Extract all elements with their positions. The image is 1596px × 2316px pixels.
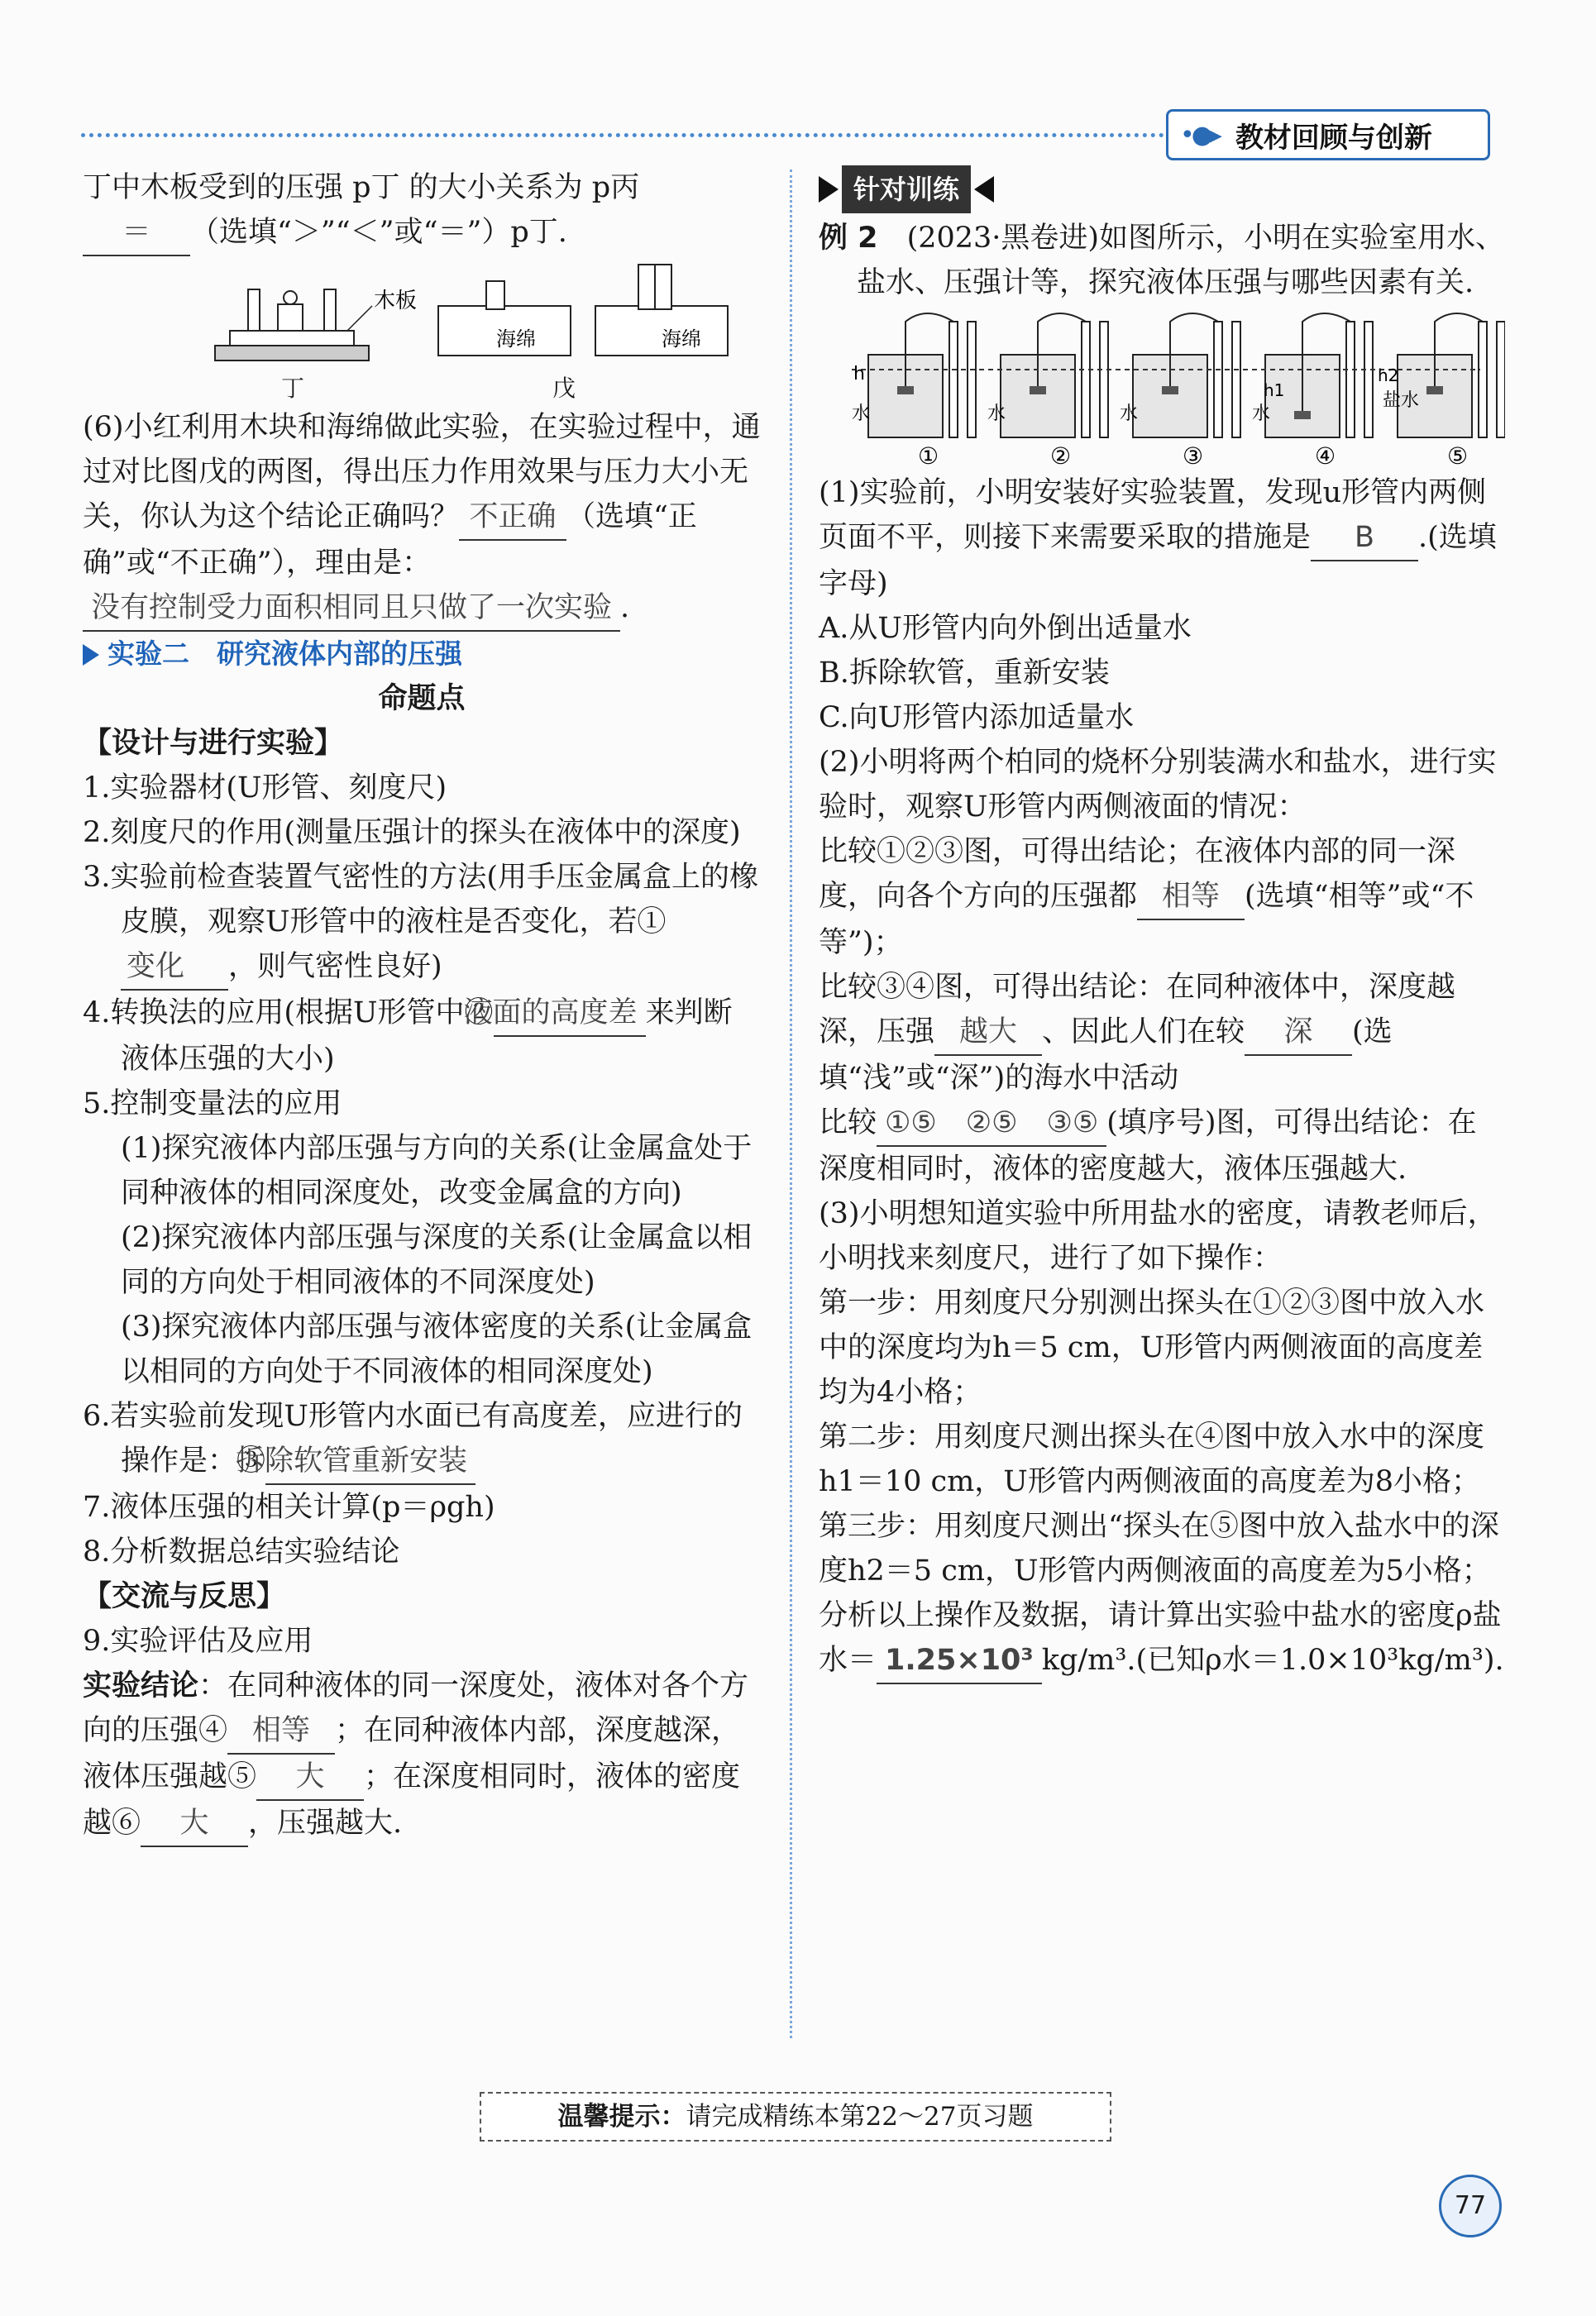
q6: (6)小红利用木块和海绵做此实验，在实验过程中，通过对比图戊的两图，得出压力作用效果与压力大小无关，你认为这个结论正确吗？ 不正确 （选填“正确”或“不正确”），理由是：没有控制受力面积相同且只做了一次实验 . bbox=[83, 405, 761, 632]
probe bbox=[1030, 386, 1046, 394]
answer-blank: 没有控制受力面积相同且只做了一次实验 bbox=[83, 585, 620, 632]
option-b: B.拆除软管，重新安装 bbox=[819, 657, 1110, 690]
tip-text: 请完成精练本第22～27页习题 bbox=[686, 2102, 1034, 2132]
q3: (3)小明想知道实验中所用盐水的密度，请教老师后，小明找来刻度尺，进行了如下操作： bbox=[819, 1197, 1497, 1275]
item-9: 9.实验评估及应用 bbox=[83, 1625, 313, 1658]
right-column bbox=[819, 165, 1505, 1684]
probe bbox=[1294, 411, 1311, 419]
item-5-3: (3)探究液体内部压强与液体密度的关系(让金属盒以相同的方向处于不同液体的相同深度处) bbox=[121, 1311, 753, 1388]
u-tube-right-arm bbox=[1100, 322, 1108, 437]
fig-h-label: h bbox=[853, 364, 865, 384]
header-dotted-line bbox=[81, 133, 1173, 137]
probe bbox=[1426, 386, 1443, 394]
header-dots-icon: •●▸ bbox=[1180, 120, 1219, 150]
item-4: 4.转换法的应用(根据U形管中②液面的高度差 来判断液体压强的大小) bbox=[83, 991, 761, 1082]
answer-blank: 变化 bbox=[121, 944, 228, 991]
probe bbox=[897, 386, 914, 394]
answer-blank: 深 bbox=[1245, 1010, 1352, 1056]
answer-blank: 大 bbox=[141, 1801, 248, 1847]
header-title: 教材回顾与创新 bbox=[1235, 121, 1432, 155]
probe bbox=[1162, 386, 1178, 394]
practice-tag: 针对训练 bbox=[819, 165, 994, 213]
pressure-figure-ding-wu bbox=[83, 256, 761, 372]
u-tube-left-arm bbox=[1479, 322, 1487, 437]
answer-blank: 相等 bbox=[227, 1708, 335, 1755]
arrow-left-icon bbox=[974, 176, 994, 203]
left-column bbox=[83, 165, 761, 1847]
option-c: C.向U形管内添加适量水 bbox=[819, 701, 1135, 734]
tip-box bbox=[480, 2092, 1111, 2142]
fig-h1-label: h1 bbox=[1264, 380, 1285, 400]
u-tube-left-arm bbox=[1214, 322, 1222, 437]
step-4: 分析以上操作及数据，请计算出实验中盐水的密度ρ盐水＝ 1.25×10³ kg/m³.(已知ρ水＝1.0×10³kg/m³). bbox=[819, 1593, 1505, 1684]
item-5-2: (2)探究液体内部压强与深度的关系(让金属盒以相同的方向处于相同液体的不同深度处) bbox=[121, 1221, 753, 1299]
fig-sponge-1: 海绵 bbox=[496, 327, 536, 351]
header-badge bbox=[1166, 109, 1490, 160]
fig-label-1: ① bbox=[918, 442, 939, 470]
fig-board-label: 木板 bbox=[374, 289, 418, 313]
q2a: 比较①②③图，可得出结论；在液体内部的同一深度，向各个方向的压强都 相等 (选填“相等”或“不等”)； bbox=[819, 835, 1474, 959]
step-3: 第三步：用刻度尺测出“探头在⑤图中放入盐水中的深度h2＝5 cm，U形管内两侧液面的高度差为5小格； bbox=[819, 1510, 1499, 1588]
fig-water-3: 水 bbox=[1120, 404, 1139, 424]
item-3: 3.实验前检查装置气密性的方法(用手压金属盒上的橡皮膜，观察U形管中的液柱是否变化，若①变化 ，则气密性良好) bbox=[83, 855, 761, 991]
triangle-icon bbox=[83, 644, 99, 666]
fig-salt-water: 盐水 bbox=[1383, 390, 1420, 411]
page-number: 77 bbox=[1439, 2175, 1502, 2237]
item-5: 5.控制变量法的应用 bbox=[83, 1087, 342, 1120]
column-divider bbox=[790, 170, 792, 2038]
fig-h2-label: h2 bbox=[1378, 365, 1399, 385]
answer-blank: ①⑤ ②⑤ ③⑤ bbox=[877, 1101, 1106, 1147]
item-6: 6.若实验前发现U形管内水面已有高度差，应进行的操作是：③拆除软管重新安装 bbox=[83, 1394, 761, 1485]
item-2: 2.刻度尺的作用(测量压强计的探头在液体中的深度) bbox=[83, 816, 741, 849]
u-tube-right-arm bbox=[1364, 322, 1373, 437]
fig-label-2: ② bbox=[1050, 442, 1072, 470]
item-5-1: (1)探究液体内部压强与方向的关系(让金属盒处于同种液体的相同深度处，改变金属盒的方向) bbox=[121, 1132, 753, 1210]
left-line-2: ＝ （选填“＞”“＜”或“＝”）p丁. bbox=[83, 210, 761, 256]
q2b: 比较③④图，可得出结论：在同种液体中，深度越深，压强 越大 、因此人们在较 深 (选填“浅”或“深”)的海水中活动 bbox=[819, 971, 1456, 1095]
step-1: 第一步：用刻度尺分别测出探头在①②③图中放入水中的深度均为h＝5 cm，U形管内两侧液面的高度差均为4小格； bbox=[819, 1287, 1485, 1409]
answer-blank: 1.25×10³ bbox=[877, 1638, 1042, 1684]
answer-blank: 相等 bbox=[1137, 874, 1245, 920]
u-tube-left-arm bbox=[949, 322, 958, 437]
item-7: 7.液体压强的相关计算(p＝ρgh) bbox=[83, 1491, 495, 1524]
answer-blank: 大 bbox=[256, 1755, 364, 1801]
fig-sponge-2: 海绵 bbox=[662, 327, 701, 351]
q2c: 比较 ①⑤ ②⑤ ③⑤ (填序号)图，可得出结论：在深度相同时，液体的密度越大，液体压强越大. bbox=[819, 1101, 1505, 1191]
fig-label-3: ③ bbox=[1183, 442, 1204, 470]
fig-water-4: 水 bbox=[1252, 404, 1271, 424]
design-heading: 【设计与进行实验】 bbox=[83, 727, 344, 760]
fig-water-1: 水 bbox=[852, 404, 871, 424]
u-tube-right-arm bbox=[1232, 322, 1240, 437]
fig-water-2: 水 bbox=[987, 404, 1006, 424]
answer-blank: 不正确 bbox=[459, 494, 566, 541]
fig-label-4: ④ bbox=[1315, 442, 1336, 470]
answer-blank: B bbox=[1311, 515, 1418, 561]
answer-blank: 越大 bbox=[934, 1010, 1042, 1056]
section-exp2: 实验二 研究液体内部的压强 bbox=[83, 632, 761, 676]
fig-labels-row bbox=[83, 372, 761, 405]
option-a: A.从U形管内向外倒出适量水 bbox=[819, 612, 1192, 645]
fig-label-wu: 戊 bbox=[552, 375, 576, 402]
item-1: 1.实验器材(U形管、刻度尺) bbox=[83, 771, 447, 805]
answer-blank: 液面的高度差 bbox=[494, 991, 646, 1037]
u-tube-figure bbox=[819, 305, 1505, 470]
step-2: 第二步：用刻度尺测出探头在④图中放入水中的深度h1＝10 cm，U形管内两侧液面的高度差为8小格； bbox=[819, 1421, 1485, 1498]
tip-key: 温馨提示： bbox=[557, 2102, 686, 2132]
u-tube-right-arm bbox=[1497, 322, 1505, 437]
u-tube-left-arm bbox=[1082, 322, 1090, 437]
topic-heading: 命题点 bbox=[378, 682, 466, 715]
left-line-1: 丁中木板受到的压强 p丁 的大小关系为 p丙 bbox=[83, 171, 640, 204]
u-tube-right-arm bbox=[968, 322, 976, 437]
reflect-heading: 【交流与反思】 bbox=[83, 1580, 286, 1613]
conclusion: 实验结论：在同种液体的同一深度处，液体对各个方向的压强④ 相等 ；在同种液体内部，深度越深，液体压强越⑤ 大 ；在深度相同时，液体的密度越⑥ 大 ，压强越大. bbox=[83, 1664, 761, 1847]
u-tube-left-arm bbox=[1346, 322, 1355, 437]
answer-blank: 拆除软管重新安装 bbox=[265, 1439, 475, 1485]
item-8: 8.分析数据总结实验结论 bbox=[83, 1535, 400, 1569]
q1: (1)实验前，小明安装好实验装置，发现u形管内两侧页面不平，则接下来需要采取的措施是 B .(选填字母) bbox=[819, 476, 1497, 600]
fig-label-ding: 丁 bbox=[281, 375, 305, 402]
q2: (2)小明将两个柏同的烧杯分别装满水和盐水，进行实验时，观察U形管内两侧液面的情况： bbox=[819, 746, 1497, 824]
answer-blank: ＝ bbox=[83, 210, 190, 256]
arrow-right-icon bbox=[819, 176, 839, 203]
fig-label-5: ⑤ bbox=[1447, 442, 1469, 470]
example-2: 例 2 (2023·黑卷进)如图所示，小明在实验室用水、盐水、压强计等，探究液体压强与哪些因素有关. bbox=[819, 222, 1505, 299]
